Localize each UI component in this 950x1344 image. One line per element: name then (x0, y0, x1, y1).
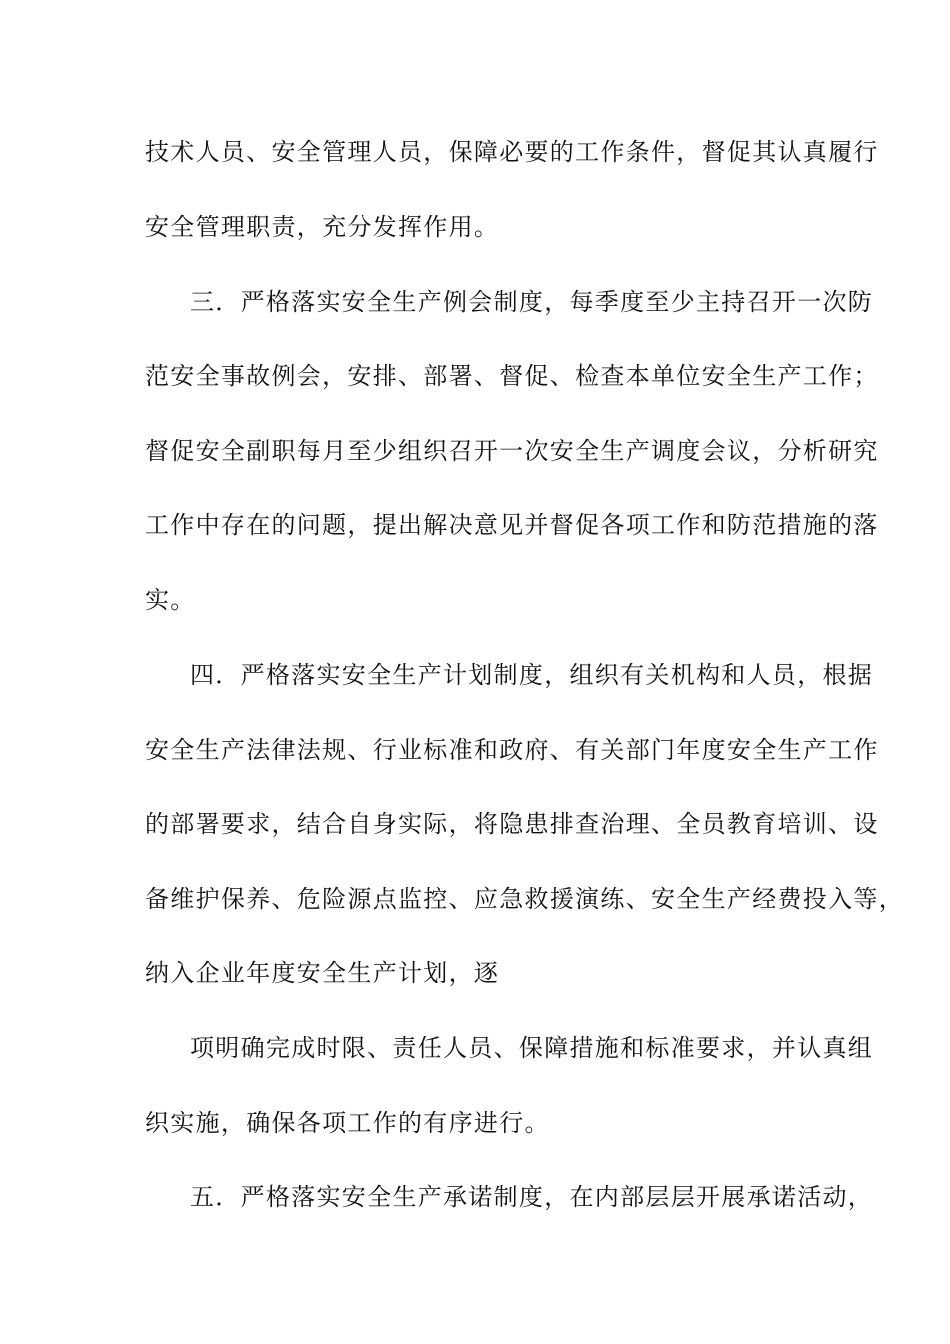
text-line: 安全生产法律法规、行业标准和政府、有关部门年度安全生产工作 (145, 736, 879, 764)
text-line: 纳入企业年度安全生产计划，逐 (145, 959, 500, 987)
text-line: 织实施，确保各项工作的有序进行。 (145, 1109, 550, 1137)
paragraph-start-line: 项明确完成时限、责任人员、保障措施和标准要求，并认真组 (190, 1034, 874, 1062)
paragraph-start-line: 五．严格落实安全生产承诺制度，在内部层层开展承诺活动， (190, 1183, 874, 1211)
text-line: 实。 (145, 586, 196, 614)
text-line: 备维护保养、危险源点监控、应急救援演练、安全生产经费投入等， (145, 885, 904, 913)
text-line: 督促安全副职每月至少组织召开一次安全生产调度会议，分析研究 (145, 437, 879, 465)
text-line: 范安全事故例会，安排、部署、督促、检查本单位安全生产工作； (145, 362, 879, 390)
paragraph-start-line: 四．严格落实安全生产计划制度，组织有关机构和人员，根据 (190, 661, 874, 689)
text-line: 的部署要求，结合自身实际，将隐患排查治理、全员教育培训、设 (145, 810, 879, 838)
paragraph-start-line: 三．严格落实安全生产例会制度，每季度至少主持召开一次防 (190, 288, 874, 316)
text-line: 技术人员、安全管理人员，保障必要的工作条件，督促其认真履行 (145, 138, 879, 166)
text-line: 工作中存在的问题，提出解决意见并督促各项工作和防范措施的落 (145, 511, 879, 539)
text-line: 安全管理职责，充分发挥作用。 (145, 213, 500, 241)
